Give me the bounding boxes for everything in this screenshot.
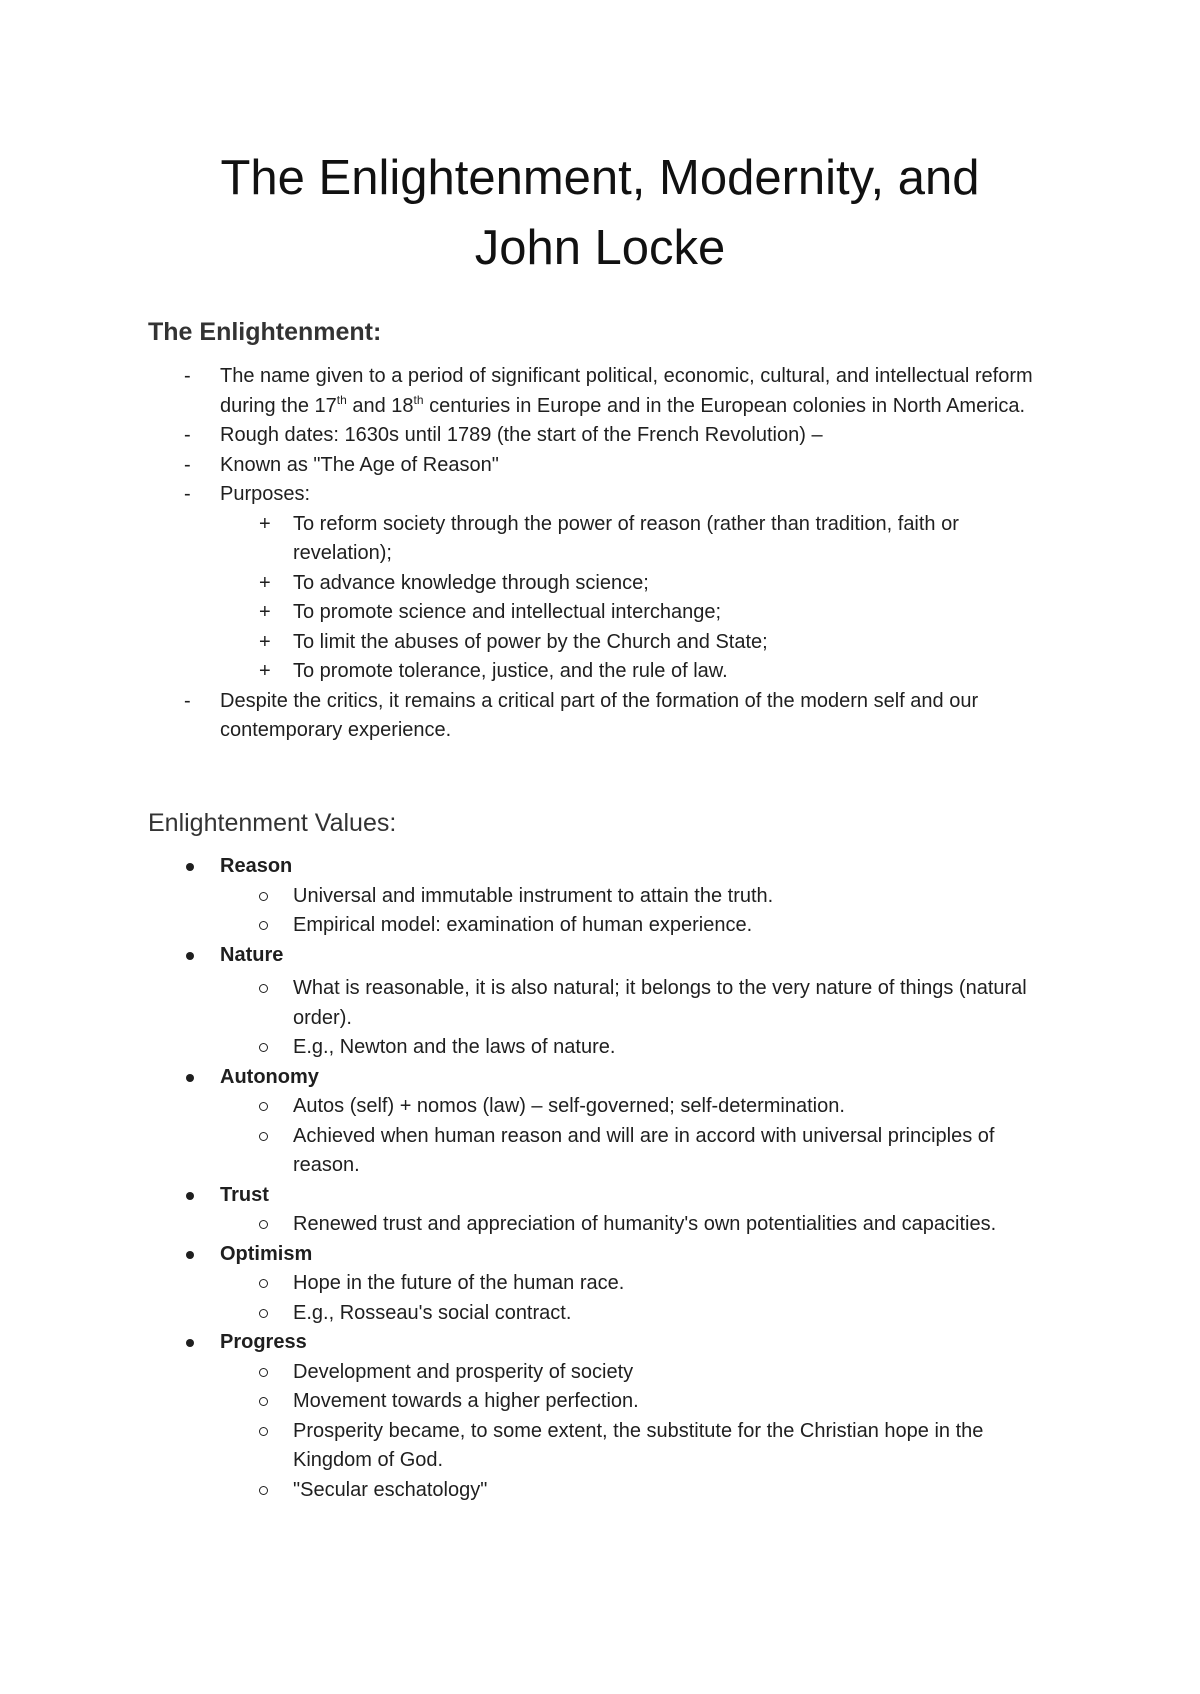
list-item: - Despite the critics, it remains a critical part of the formation of the modern self and our contemporary experience. (0, 687, 1200, 746)
dash-bullet: - (184, 689, 191, 712)
sub-list-item: + To promote tolerance, justice, and the rule of law. (0, 657, 1200, 687)
hollow-bullet (259, 1397, 268, 1406)
list-item: - The name given to a period of significant political, economic, cultural, and intellectual reform during the 17th and 18th centuries in Europe and in the European colonies in North America. (0, 362, 1200, 421)
hollow-bullet (259, 1427, 268, 1436)
list-item: - Purposes: (0, 480, 1200, 510)
hollow-bullet (259, 984, 268, 993)
value-item-nature: Nature (0, 941, 1200, 971)
hollow-bullet (259, 1368, 268, 1377)
list-item: - Known as "The Age of Reason" (0, 451, 1200, 481)
plus-bullet: + (259, 512, 271, 535)
title-line-2: John Locke (474, 221, 726, 275)
section-heading-enlightenment: The Enlightenment: (148, 318, 382, 346)
sub-list-item: Autos (self) + nomos (law) – self-governed; self-determination. (0, 1092, 1200, 1122)
filled-bullet (186, 863, 194, 871)
hollow-bullet (259, 1486, 268, 1495)
filled-bullet (186, 1074, 194, 1082)
dash-bullet: - (184, 424, 191, 446)
value-item-progress: Progress (0, 1328, 1200, 1358)
sub-list-item: Prosperity became, to some extent, the substitute for the Christian hope in the Kingdom of God. (0, 1417, 1200, 1476)
hollow-bullet (259, 1132, 268, 1141)
section-heading-values: Enlightenment Values: (148, 809, 397, 837)
sub-list-item: Empirical model: examination of human experience. (0, 911, 1200, 941)
sub-list-item: Renewed trust and appreciation of humanity's own potentialities and capacities. (0, 1210, 1200, 1240)
filled-bullet (186, 1339, 194, 1347)
filled-bullet (186, 952, 194, 960)
sub-list-item: "Secular eschatology" (0, 1476, 1200, 1506)
sub-list-item: E.g., Newton and the laws of nature. (0, 1033, 1200, 1063)
hollow-bullet (259, 1279, 268, 1288)
values-list (0, 852, 1200, 1505)
plus-bullet: + (259, 630, 271, 653)
sub-list-item: Hope in the future of the human race. (0, 1269, 1200, 1299)
sub-list-item: + To promote science and intellectual interchange; (0, 598, 1200, 628)
sub-list-item: Achieved when human reason and will are in accord with universal principles of reason. (0, 1122, 1200, 1181)
hollow-bullet (259, 921, 268, 930)
filled-bullet (186, 1251, 194, 1259)
plus-bullet: + (259, 601, 271, 623)
dash-bullet: - (184, 483, 191, 505)
dash-bullet: - (184, 453, 191, 476)
sub-list-item: Development and prosperity of society (0, 1358, 1200, 1388)
dash-bullet: - (184, 365, 191, 387)
list-item: - Rough dates: 1630s until 1789 (the start of the French Revolution) – (0, 421, 1200, 451)
sub-list-item: + To reform society through the power of reason (rather than tradition, faith or revelation); (0, 510, 1200, 569)
hollow-bullet (259, 892, 268, 901)
sub-list-item: Universal and immutable instrument to attain the truth. (0, 882, 1200, 912)
sub-list-item: + To advance knowledge through science; (0, 569, 1200, 599)
page-title (0, 143, 1200, 283)
title-line-1: The Enlightenment, Modernity, and (220, 151, 980, 205)
sub-list-item: Movement towards a higher perfection. (0, 1387, 1200, 1417)
hollow-bullet (259, 1309, 268, 1318)
enlightenment-list (0, 362, 1200, 746)
sub-list-item: What is reasonable, it is also natural; it belongs to the very nature of things (natural order). (0, 974, 1200, 1033)
value-item-trust: Trust (0, 1181, 1200, 1211)
value-item-optimism: Optimism (0, 1240, 1200, 1270)
sub-list-item: + To limit the abuses of power by the Church and State; (0, 628, 1200, 658)
hollow-bullet (259, 1043, 268, 1052)
hollow-bullet (259, 1220, 268, 1229)
plus-bullet: + (259, 571, 271, 594)
plus-bullet: + (259, 660, 271, 682)
value-item-reason: Reason (0, 852, 1200, 882)
value-item-autonomy: Autonomy (0, 1063, 1200, 1093)
hollow-bullet (259, 1102, 268, 1111)
filled-bullet (186, 1192, 194, 1200)
sub-list-item: E.g., Rosseau's social contract. (0, 1299, 1200, 1329)
